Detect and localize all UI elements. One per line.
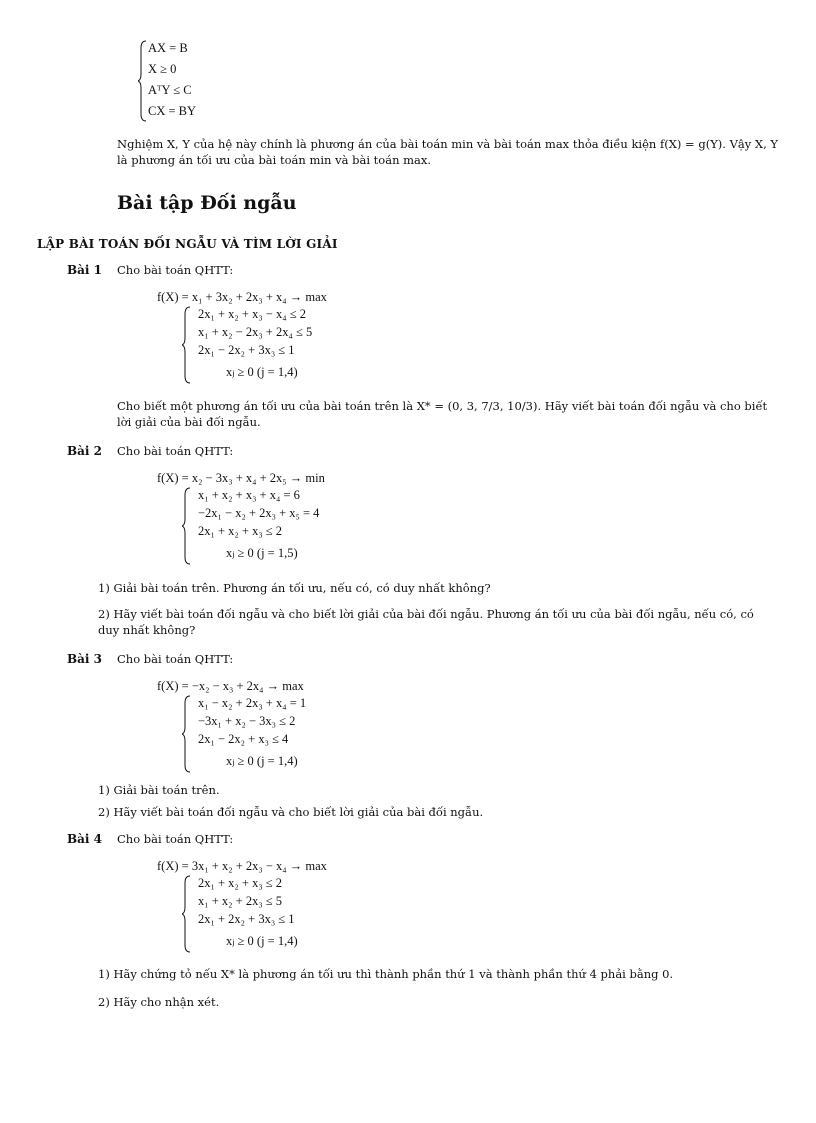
system-line-3: AᵀY ≤ C xyxy=(148,83,192,97)
problem-1-constraint-2: x₁ + x₂ − 2x₃ + 2x₄ ≤ 5 xyxy=(198,325,313,339)
system-line-4: CX = BY xyxy=(148,104,197,118)
problem-1-intro: Cho bài toán QHTT: xyxy=(117,263,234,277)
system-line-2: X ≥ 0 xyxy=(148,62,177,76)
problem-4-constraint-2: x₁ + x₂ + 2x₃ ≤ 5 xyxy=(198,894,283,908)
problem-4-item-1: 1) Hãy chứng tỏ nếu X* là phương án tối ưu thì thành phần thứ 1 và thành phần thứ 4 phải bằng 0. xyxy=(98,967,674,981)
problem-1-brace xyxy=(182,306,192,384)
problem-3-intro: Cho bài toán QHTT: xyxy=(117,652,234,666)
problem-2-item-2: 2) Hãy viết bài toán đối ngẫu và cho biết lời giải của bài đối ngẫu. Phương án tối ưu của bài đối ngẫu, nếu có, có duy nhất không? xyxy=(98,607,754,637)
top-paragraph: Nghiệm X, Y của hệ này chính là phương án của bài toán min và bài toán max thỏa điều kiện f(X) = g(Y). Vậy X, Y là phương án tối ưu của bài toán min và bài toán max. xyxy=(117,137,778,167)
system-brace xyxy=(138,40,148,122)
problem-3-domain: xⱼ ≥ 0 (j = 1,4) xyxy=(226,754,298,768)
problem-3-item-2: 2) Hãy viết bài toán đối ngẫu và cho biết lời giải của bài đối ngẫu. xyxy=(98,805,484,819)
system-line-1: AX = B xyxy=(148,41,188,55)
problem-2-label: Bài 2 xyxy=(67,444,103,458)
problem-2-constraint-1: x₁ + x₂ + x₃ + x₄ = 6 xyxy=(198,488,300,502)
problem-3-label: Bài 3 xyxy=(67,652,103,666)
problem-4-objective: f(X) = 3x₁ + x₂ + 2x₃ − x₄ → max xyxy=(157,859,327,873)
problem-3-constraint-3: 2x₁ − 2x₂ + x₃ ≤ 4 xyxy=(198,732,289,746)
problem-2-intro: Cho bài toán QHTT: xyxy=(117,444,234,458)
problem-4-label: Bài 4 xyxy=(67,832,103,846)
subsection-title: LẬP BÀI TOÁN ĐỐI NGẪU VÀ TÌM LỜI GIẢI xyxy=(37,237,338,251)
problem-1-objective: f(X) = x₁ + 3x₂ + 2x₃ + x₄ → max xyxy=(157,290,327,304)
problem-1-note: Cho biết một phương án tối ưu của bài toán trên là X* = (0, 3, 7/3, 10/3). Hãy viết bài toán đối ngẫu và cho biết lời giải của bài đối ngẫu. xyxy=(117,399,768,429)
problem-2-constraint-2: −2x₁ − x₂ + 2x₃ + x₅ = 4 xyxy=(198,506,320,520)
problem-2-item-1: 1) Giải bài toán trên. Phương án tối ưu, nếu có, có duy nhất không? xyxy=(98,581,491,595)
problem-4-item-2: 2) Hãy cho nhận xét. xyxy=(98,995,220,1009)
problem-1-constraint-1: 2x₁ + x₂ + x₃ − x₄ ≤ 2 xyxy=(198,307,306,321)
problem-2-constraint-3: 2x₁ + x₂ + x₃ ≤ 2 xyxy=(198,524,283,538)
problem-3-constraint-1: x₁ − x₂ + 2x₃ + x₄ = 1 xyxy=(198,696,307,710)
problem-4-constraint-3: 2x₁ + 2x₂ + 3x₃ ≤ 1 xyxy=(198,912,295,926)
problem-4-intro: Cho bài toán QHTT: xyxy=(117,832,234,846)
section-title: Bài tập Đối ngẫu xyxy=(117,192,297,214)
problem-1-domain: xⱼ ≥ 0 (j = 1,4) xyxy=(226,365,298,379)
problem-2-brace xyxy=(182,487,192,565)
problem-2-domain: xⱼ ≥ 0 (j = 1,5) xyxy=(226,546,298,560)
problem-4-domain: xⱼ ≥ 0 (j = 1,4) xyxy=(226,934,298,948)
problem-3-constraint-2: −3x₁ + x₂ − 3x₃ ≤ 2 xyxy=(198,714,296,728)
problem-1-constraint-3: 2x₁ − 2x₂ + 3x₃ ≤ 1 xyxy=(198,343,295,357)
problem-1-label: Bài 1 xyxy=(67,263,103,277)
problem-3-item-1: 1) Giải bài toán trên. xyxy=(98,783,220,797)
problem-2-objective: f(X) = x₂ − 3x₃ + x₄ + 2x₅ → min xyxy=(157,471,325,485)
problem-4-constraint-1: 2x₁ + x₂ + x₃ ≤ 2 xyxy=(198,876,283,890)
problem-3-objective: f(X) = −x₂ − x₃ + 2x₄ → max xyxy=(157,679,304,693)
problem-3-brace xyxy=(182,695,192,773)
problem-4-brace xyxy=(182,875,192,953)
